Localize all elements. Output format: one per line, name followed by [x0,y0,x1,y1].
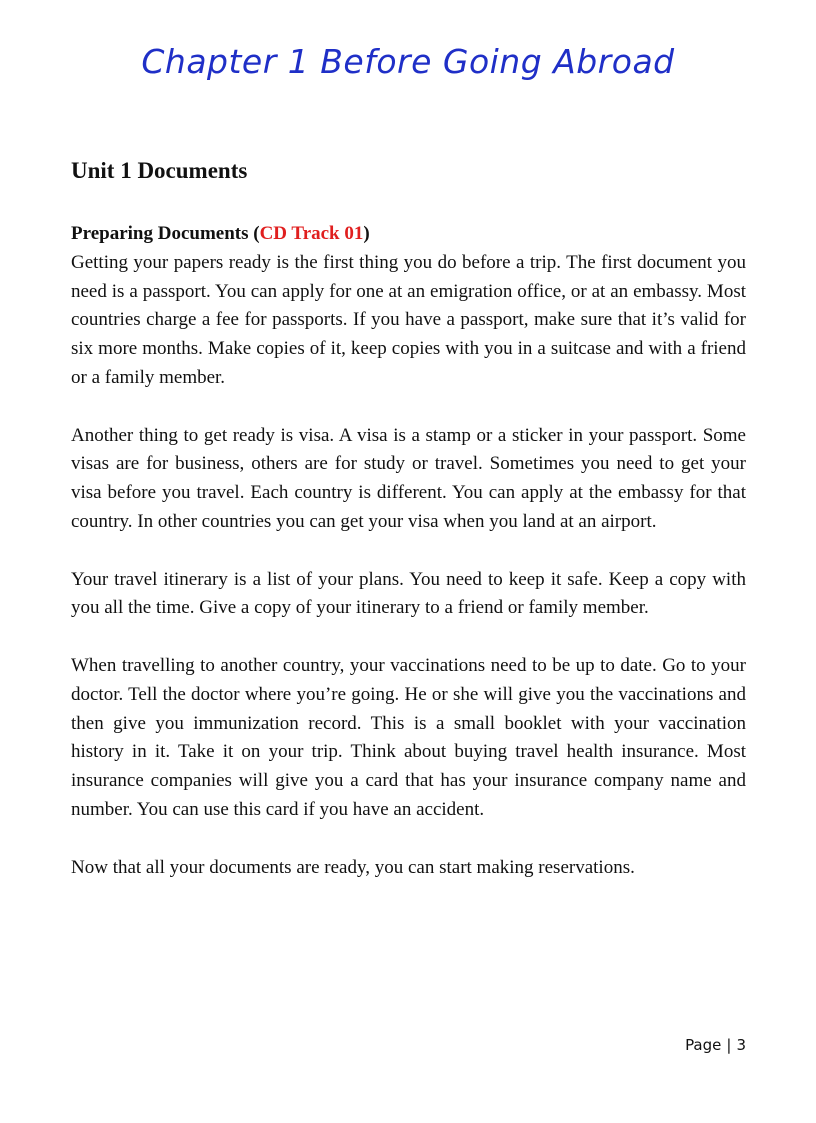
paragraph-passport: Getting your papers ready is the first thing you do before a trip. The first document you need is a passport. You can apply for one at an emigration office, or at an embassy. Most countries charge a fee for passports. If you have a passport, make sure that it’s valid for six more months. Make copies of it, keep copies with you in a suitcase and with a friend or a family member. [71,251,746,388]
track-open-paren: ( [253,223,260,244]
page-separator: | [726,1036,732,1054]
page-number: 3 [736,1036,746,1054]
track-close-paren: ) [363,223,370,244]
page-footer [685,1036,746,1054]
section-heading-text: Preparing Documents [71,223,249,244]
cd-track-label: CD Track 01 [259,223,364,244]
paragraph-vaccinations: When travelling to another country, your vaccinations need to be up to date. Go to your doctor. Tell the doctor where you’re going. He or she will give you the vaccinations and then give you immunization record. This is a small booklet with your vaccination history in it. Take it on your trip. Think about buying travel health insurance. Most insurance companies will give you a card that has your insurance company name and number. You can use this card if you have an accident. [71,654,746,820]
document-body [71,220,746,911]
paragraph-reservations: Now that all your documents are ready, you can start making reservations. [71,856,635,878]
paragraph-itinerary: Your travel itinerary is a list of your plans. You need to keep it safe. Keep a copy with you all the time. Give a copy of your itinerary to a friend or family member. [71,568,746,619]
unit-title: Unit 1 Documents [71,158,248,183]
paragraph-visa: Another thing to get ready is visa. A visa is a stamp or a sticker in your passport. Some visas are for business, others are for study or travel. Sometimes you need to get your visa before you travel. Each country is different. You can apply at the embassy for that country. In other countries you can get your visa when you land at an airport. [71,424,746,532]
section-heading [71,220,746,249]
chapter-title: Chapter 1 Before Going Abroad [141,42,675,81]
page-label: Page [685,1036,722,1054]
